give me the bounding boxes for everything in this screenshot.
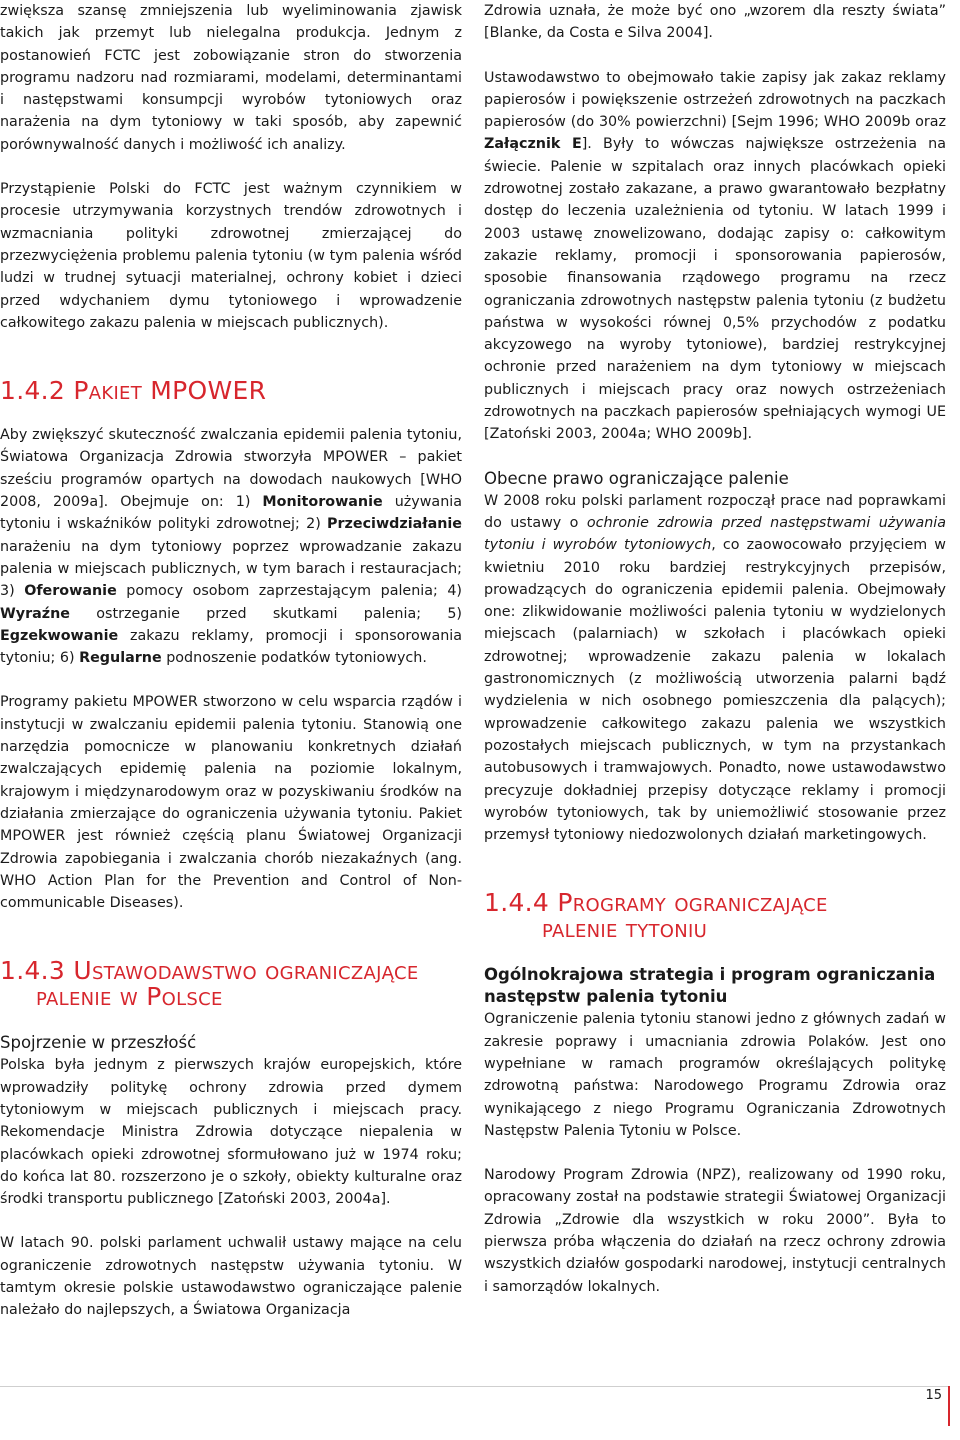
subheading-strategy: Ogólnokrajowa strategia i program ograniczania następstw palenia tytoniu <box>484 965 936 1007</box>
current-law-paragraph: W 2008 roku polski parlament rozpoczął prace nad poprawkami do ustawy o ochronie zdrowia przed następstwami używania tytoniu i wyrobów tytoniowych, co zaowocowało przyjęciem w kwietniu 2010 roku bardziej restrykcyjnych przepisów, prowadzących do ograniczenia epidemii palenia. Obejmowały one: zlikwidowanie możliwości palenia tytoniu w wydzielonych miejscach (palarniach) w szkołach i placówkach opieki zdrowotnej; wprowadzenie zakazu palenia w lokalach gastronomicznych (z możliwością utworzenia palarni bądź wydzielenia w nich osobnego pomieszczenia dla palących); wprowadzenie całkowitego zakazu palenia we wszystkich pozostałych miejscach publicznych, w tym na przystankach autobusowych i tramwajowych. Ponadto, nowe ustawodawstwo precyzuje dokładniej przepisy dotyczące reklamy i promocji wyrobów tytoniowych, tak by uniemożliwić stosowanie przez przemysł tytoniowy niedozwolonych działań marketingowych. <box>484 492 946 844</box>
footer-rule <box>0 1386 950 1387</box>
keyword-regularne: Regularne <box>79 650 162 667</box>
left-column <box>0 0 462 1322</box>
subheading-current-law: Obecne prawo ograniczające palenie <box>484 468 789 488</box>
page-number: 15 <box>925 1388 942 1403</box>
section-heading-1-4-2: 1.4.2 Pakiet MPOWER <box>0 376 267 406</box>
strategy-paragraph: Ograniczenie palenia tytoniu stanowi jedno z głównych zadań w zakresie poprawy i umacniania zdrowia Polaków. Jest ono wypełniane w ramach programów określających politykę zdrowotną państwa: Narodowego Programu Zdrowia oraz wynikającego z niego Programu Ograniczania Zdrowotnych Następstw Palenia Tytoniu w Polsce. <box>484 1011 946 1139</box>
keyword-wyrazne: Wyraźne <box>0 605 70 622</box>
keyword-monitorowanie: Monitorowanie <box>262 494 383 511</box>
mpower-programs-paragraph: Programy pakietu MPOWER stworzono w celu wsparcia rządów i instytucji w zwalczaniu epidemii palenia tytoniu. Stanowią one narzędzia pomocnicze w planowaniu konkretnych działań zwalczających epidemię palenia na poziomie lokalnym, krajowym i międzynarodowym oraz w pozyskiwaniu środków na działania zmierzające do ograniczenia używania tytoniu. Pakiet MPOWER jest również częścią planu Światowej Organizacji Zdrowia zapobiegania i zwalczania chorób niezakaźnych (ang. WHO Action Plan for the Prevention and Control of Non-communicable Diseases). <box>0 694 462 912</box>
intro-paragraph: zwiększa szansę zmniejszenia lub wyeliminowania zjawisk takich jak przemyt lub nielegalna produkcja. Jednym z postanowień FCTC jest zobowiązanie stron do stworzenia programu nadzoru nad rozmiarami, modelami, determinantami i następstwami konsumpcji wyrobów tytoniowych oraz narażenia na dym tytoniowy w taki sposób, aby zapewnić porównywalność danych i możliwość ich analizy. <box>0 3 462 153</box>
subheading-past: Spojrzenie w przeszłość <box>0 1033 197 1053</box>
keyword-oferowanie: Oferowanie <box>24 583 117 600</box>
act-title: ochronie zdrowia przed następstwami używania tytoniu i wyrobów tytoniowych <box>484 514 946 554</box>
fctc-accession-paragraph: Przystąpienie Polski do FCTC jest ważnym czynnikiem w procesie utrzymywania korzystnych trendów zdrowotnych i wzmacniania polityki zdrowotnej zmierzającej do przezwyciężenia problemu palenia tytoniu (w tym palenia wśród ludzi w trudnej sytuacji materialnej, ochrony kobiet i dzieci przed wdychaniem dymu tytoniowego i wprowadzenie całkowitego zakazu palenia w miejscach publicznych). <box>0 181 462 331</box>
section-heading-1-4-3: 1.4.3 Ustawodawstwo ograniczające palenie w Polsce <box>0 956 419 1012</box>
right-column <box>484 0 946 1298</box>
history-paragraph: Polska była jednym z pierwszych krajów europejskich, które wprowadziły politykę ochrony zdrowia przed dymem tytoniowym w miejscach publicznych i miejscach pracy. Rekomendacje Ministra Zdrowia dotyczące niepalenia w placówkach opieki zdrowotnej sformułowano już w 1974 roku; do końca lat 80. rozszerzono je o szkoły, obiekty kulturalne oraz środki transportu publicznego [Zatoński 2003, 2004a]. <box>0 1057 462 1208</box>
appendix-e-ref: Załącznik E <box>484 136 582 153</box>
who-model-paragraph: Zdrowia uznała, że może być ono „wzorem dla reszty świata” [Blanke, da Costa e Silva 2004]. <box>484 3 946 42</box>
page-number-accent-bar <box>948 1386 950 1426</box>
mpower-paragraph: Aby zwiększyć skuteczność zwalczania epidemii palenia tytoniu, Światowa Organizacja Zdrowia stworzyła MPOWER – pakiet sześciu programów opartych na dowodach naukowych [WHO 2008, 2009a]. Obejmuje on: 1) Monitorowanie używania tytoniu i wskaźników polityki zdrowotnej; 2) Przeciwdziałanie narażeniu na dym tytoniowy poprzez wprowadzanie zakazu palenia w miejscach publicznych, w tym barach i restauracjach; 3) Oferowanie pomocy osobom zaprzestającym palenia; 4) Wyraźne ostrzeganie przed skutkami palenia; 5) Egzekwowanie zakazu reklamy, promocji i sponsorowania tytoniu; 6) Regularne podnoszenie podatków tytoniowych. <box>0 427 463 667</box>
section-heading-1-4-4: 1.4.4 Programy ograniczające palenie tytoniu <box>484 888 828 944</box>
legislation-paragraph: Ustawodawstwo to obejmowało takie zapisy jak zakaz reklamy papierosów i powiększenie ostrzeżeń zdrowotnych na paczkach papierosów (do 30% powierzchni) [Sejm 1996; WHO 2009b oraz Załącznik E]. Były to wówczas największe ostrzeżenia na świecie. Palenie w szpitalach oraz innych placówkach opieki zdrowotnej zostało zakazane, a prawo gwarantowało bezpłatny dostęp do leczenia uzależnienia od tytoniu. W latach 1999 i 2003 ustawę znowelizowano, dodając zapisy o: całkowitym zakazie reklamy, promocji i sponsorowania papierosów, sposobie finansowania rządowego programu na rzecz ograniczania zdrowotnych następstw palenia tytoniu (z budżetu państwa w wysokości równej 0,5% przychodów z podatku akcyzowego na wyroby tytoniowe), bardziej restrykcyjnej ochronie przed narażeniem na dym tytoniowy w miejscach publicznych i miejscach pracy oraz nowych ostrzeżeniach zdrowotnych na paczkach papierosów spełniających wymogi UE [Zatoński 2003, 2004a; WHO 2009b]. <box>484 69 946 443</box>
nineties-paragraph: W latach 90. polski parlament uchwalił ustawy mające na celu ograniczenie zdrowotnych następstw używania tytoniu. W tamtym okresie polskie ustawodawstwo ograniczające palenie należało do najlepszych, a Światowa Organizacja <box>0 1235 462 1319</box>
npz-paragraph: Narodowy Program Zdrowia (NPZ), realizowany od 1990 roku, opracowany został na podstawie strategii Światowej Organizacji Zdrowia „Zdrowie dla wszystkich w roku 2000”. Była to pierwsza próba włączenia do działań na rzecz ochrony zdrowia wszystkich działów gospodarki narodowej, instytucji centralnych i samorządów lokalnych. <box>484 1167 946 1295</box>
keyword-przeciwdzialanie: Przeciwdziałanie <box>327 516 462 533</box>
keyword-egzekwowanie: Egzekwowanie <box>0 627 119 644</box>
